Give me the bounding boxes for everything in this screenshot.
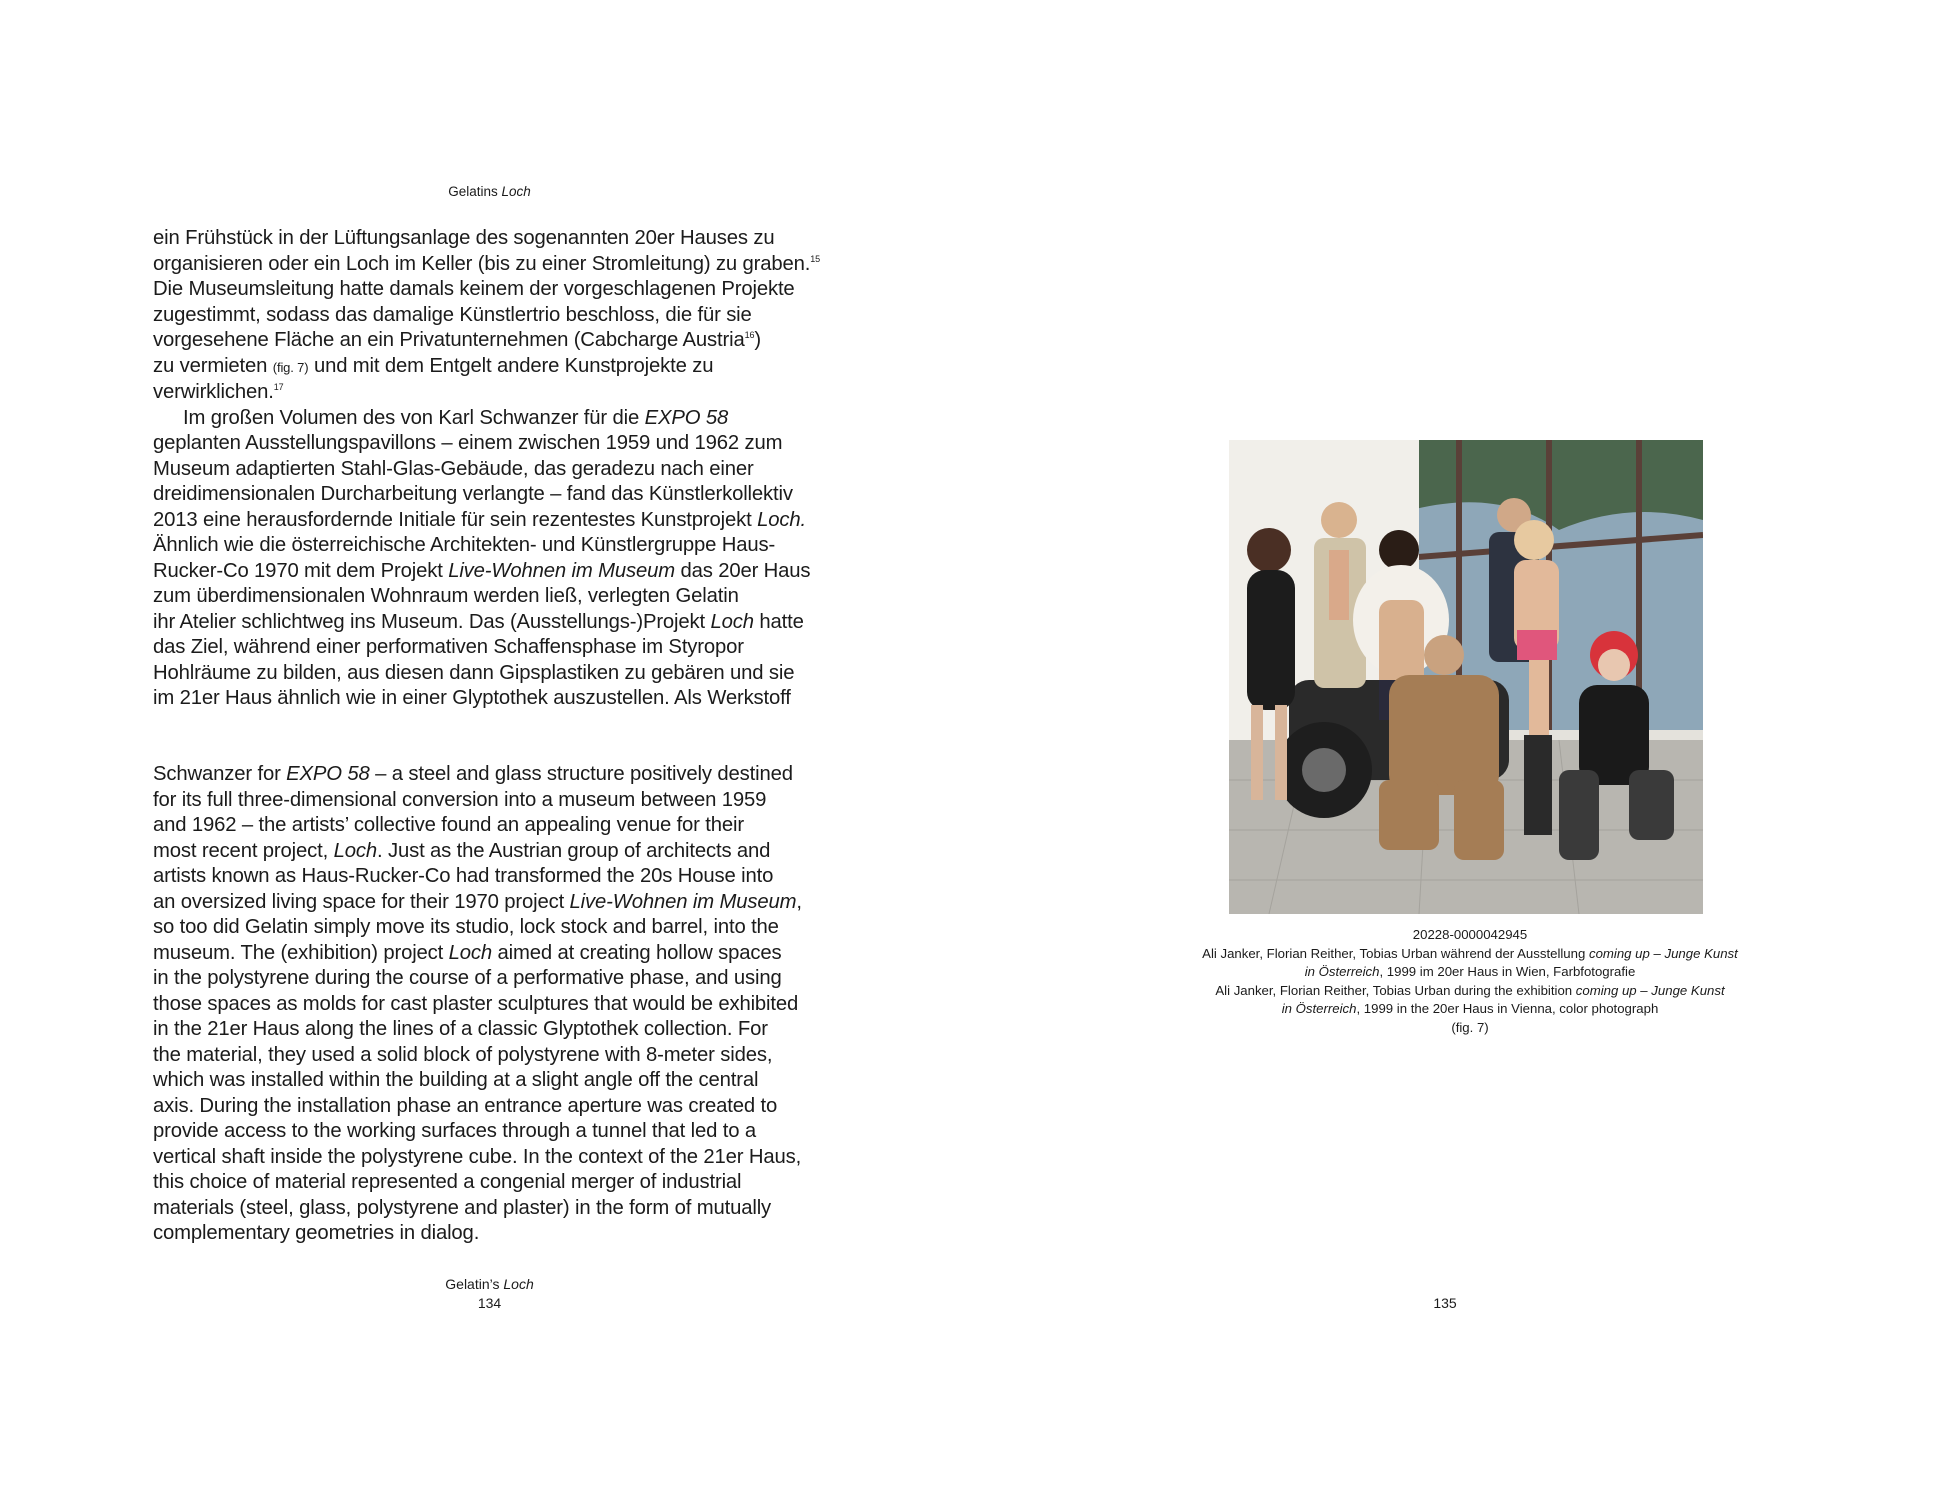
group-photo-illustration <box>1229 440 1703 914</box>
left-page <box>0 0 970 1500</box>
text-line: complementary geometries in dialog. <box>153 1222 480 1244</box>
text-line: ihr Atelier schlichtweg ins Museum. Das (Ausstellungs-)Projekt Loch hatte <box>153 610 804 633</box>
text-line: materials (steel, glass, polystyrene and plaster) in the form of mutually <box>153 1196 772 1219</box>
page-number: 135 <box>1433 1295 1457 1311</box>
text-line: verwirklichen.$^{17}$ <box>153 381 284 403</box>
text-line: zugestimmt, sodass das damalige Künstlertrio beschloss, die für sie <box>153 303 752 326</box>
caption-text <box>1125 945 1815 1019</box>
text-line: Ähnlich wie die österreichische Architekten- und Künstlergruppe Haus- <box>153 534 776 556</box>
text-line: vorgesehene Fläche an ein Privatunternehmen (Cabcharge Austria$^{16}$) <box>153 329 761 351</box>
text-line: provide access to the working surfaces through a tunnel that led to a <box>153 1120 756 1142</box>
text-line: vertical shaft inside the polystyrene cube. In the context of the 21er Haus, <box>153 1145 802 1168</box>
text-line: im 21er Haus ähnlich wie in einer Glyptothek auszustellen. Als Werkstoff <box>153 687 791 709</box>
page-number: 134 <box>477 1295 502 1311</box>
footer-title: Gelatin’s Loch <box>445 1276 534 1292</box>
text-line: Museum adaptierten Stahl-Glas-Gebäude, das geradezu nach einer <box>153 457 754 480</box>
footnote-marker: 17 <box>273 382 284 392</box>
caption-figure-ref: (fig. 7) <box>1451 1019 1489 1035</box>
text-line: in the polystyrene during the course of a performative phase, and using <box>153 967 782 989</box>
caption-image-id: 20228-0000042945 <box>1412 927 1528 942</box>
german-body-text <box>153 226 853 712</box>
text-line: an oversized living space for their 1970 project Live-Wohnen im Museum, <box>153 890 802 913</box>
right-page <box>970 0 1941 1500</box>
english-body-text <box>153 762 853 1247</box>
text-line: in the 21er Haus along the lines of a classic Glyptothek collection. For <box>153 1018 768 1040</box>
text-line: for its full three-dimensional conversion into a museum between 1959 <box>153 788 767 811</box>
text-line: Rucker-Co 1970 mit dem Projekt Live-Wohnen im Museum das 20er Haus <box>153 559 811 582</box>
text-line: and 1962 – the artists’ collective found an appealing venue for their <box>153 814 744 836</box>
figure-photo <box>1229 440 1703 914</box>
text-line: in Österreich, 1999 in the 20er Haus in Vienna, color photograph <box>1281 1001 1659 1016</box>
text-line: Schwanzer for EXPO 58 – a steel and glass structure positively destined <box>153 763 793 785</box>
footnote-marker: 15 <box>810 253 820 264</box>
text-line: which was installed within the building at a slight angle off the central <box>153 1069 759 1091</box>
text-line: Hohlräume zu bilden, aus diesen dann Gipsplastiken zu gebären und sie <box>153 661 795 684</box>
text-line: most recent project, Loch. Just as the Austrian group of architects and <box>153 839 771 862</box>
text-line: museum. The (exhibition) project Loch aimed at creating hollow spaces <box>153 941 782 964</box>
figure-caption <box>1125 926 1815 1037</box>
running-head: Gelatins Loch <box>448 184 531 199</box>
text-line: geplanten Ausstellungspavillons – einem zwischen 1959 und 1962 zum <box>153 432 783 454</box>
text-line: Im großen Volumen des von Karl Schwanzer für die EXPO 58 <box>183 406 729 429</box>
text-line: Ali Janker, Florian Reither, Tobias Urban während der Ausstellung coming up – Junge Kunst <box>1202 945 1738 961</box>
text-line: zum überdimensionalen Wohnraum werden ließ, verlegten Gelatin <box>153 585 739 607</box>
page-footer <box>153 1275 826 1313</box>
text-line: organisieren oder ein Loch im Keller (bis zu einer Stromleitung) zu graben.$^{15}$ <box>153 252 820 275</box>
text-line: das Ziel, während einer performativen Schaffensphase im Styropor <box>153 636 744 658</box>
text-line: artists known as Haus-Rucker-Co had transformed the 20s House into <box>153 865 774 887</box>
text-line: ein Frühstück in der Lüftungsanlage des sogenannten 20er Hauses zu <box>153 227 775 249</box>
text-line: those spaces as molds for cast plaster sculptures that would be exhibited <box>153 992 799 1015</box>
text-line: in Österreich, 1999 im 20er Haus in Wien, Farbfotografie <box>1304 964 1636 979</box>
text-line: Die Museumsleitung hatte damals keinem der vorgeschlagenen Projekte <box>153 278 795 300</box>
text-line: Ali Janker, Florian Reither, Tobias Urban during the exhibition coming up – Junge Kunst <box>1215 982 1725 998</box>
text-line: this choice of material represented a congenial merger of industrial <box>153 1171 742 1193</box>
text-line: axis. During the installation phase an entrance aperture was created to <box>153 1094 778 1117</box>
footnote-marker: 16 <box>744 330 755 340</box>
text-line: the material, they used a solid block of polystyrene with 8-meter sides, <box>153 1043 773 1066</box>
text-line: dreidimensionalen Durcharbeitung verlangte – fand das Künstlerkollektiv <box>153 483 793 505</box>
text-line: zu vermieten (fig. 7) und mit dem Entgelt andere Kunstprojekte zu <box>153 354 714 377</box>
text-line: so too did Gelatin simply move its studio, lock stock and barrel, into the <box>153 916 779 938</box>
text-line: 2013 eine herausfordernde Initiale für sein rezentestes Kunstprojekt Loch. <box>153 508 806 531</box>
figure-reference: (fig. 7) <box>272 359 309 375</box>
